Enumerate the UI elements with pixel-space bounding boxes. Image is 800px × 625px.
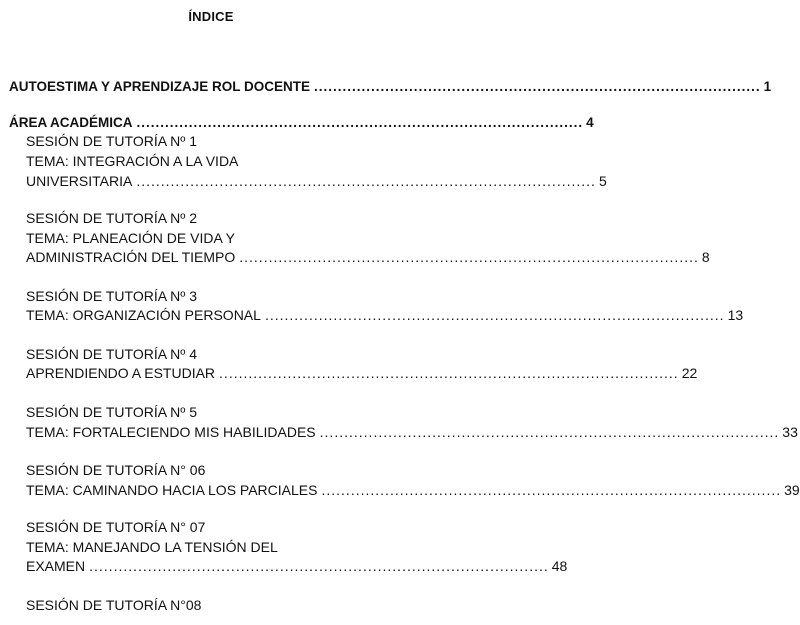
session-heading-7: SESIÓN DE TUTORÍA N° 07 xyxy=(26,519,206,535)
dot-leader: .............................................................................................. xyxy=(219,365,679,381)
session-topic-line: TEMA: INTEGRACIÓN A LA VIDA xyxy=(26,153,239,169)
toc-entry-session-6[interactable] xyxy=(26,481,800,499)
toc-entry-session-1[interactable] xyxy=(26,172,607,190)
toc-page-number: 1 xyxy=(763,79,772,94)
dot-leader: .............................................................................................. xyxy=(136,173,596,189)
session-topic-line: TEMA: PLANEACIÓN DE VIDA Y xyxy=(26,230,236,246)
toc-entry-text: AUTOESTIMA Y APRENDIZAJE ROL DOCENTE xyxy=(9,79,311,94)
session-heading-5: SESIÓN DE TUTORÍA Nº 5 xyxy=(26,404,198,420)
toc-entry-session-3[interactable] xyxy=(26,306,744,324)
toc-page-number: 48 xyxy=(551,558,568,574)
session-heading-8: SESIÓN DE TUTORÍA N°08 xyxy=(26,597,202,613)
toc-page-number: 22 xyxy=(681,365,698,381)
dot-leader: .............................................................................................. xyxy=(319,424,780,440)
toc-page-number: 39 xyxy=(784,482,800,498)
session-heading-3: SESIÓN DE TUTORÍA Nº 3 xyxy=(26,288,198,304)
session-heading-4: SESIÓN DE TUTORÍA Nº 4 xyxy=(26,346,198,362)
toc-page-number: 8 xyxy=(701,249,710,265)
index-title: ÍNDICE xyxy=(188,9,234,24)
toc-page-number: 5 xyxy=(598,173,607,189)
session-heading-6: SESIÓN DE TUTORÍA N° 06 xyxy=(26,462,206,478)
session-topic-line: TEMA: FORTALECIENDO MIS HABILIDADES xyxy=(26,424,316,440)
toc-entry-autoestima[interactable] xyxy=(9,78,772,96)
toc-entry-session-5[interactable] xyxy=(26,423,798,441)
toc-page-number: 33 xyxy=(782,424,798,440)
toc-page-number: 4 xyxy=(586,115,594,130)
dot-leader: .............................................................................................. xyxy=(89,558,549,574)
session-topic-line: TEMA: ORGANIZACIÓN PERSONAL xyxy=(26,307,261,323)
toc-entry-area-academica[interactable] xyxy=(9,114,594,132)
session-topic-line: TEMA: MANEJANDO LA TENSIÓN DEL xyxy=(26,539,278,555)
session-heading-1: SESIÓN DE TUTORÍA Nº 1 xyxy=(26,133,198,149)
toc-page-number: 13 xyxy=(727,307,744,323)
toc-entry-text: ÁREA ACADÉMICA xyxy=(9,115,133,130)
dot-leader: .............................................................................................. xyxy=(239,249,699,265)
dot-leader: .............................................................................................. xyxy=(321,482,782,498)
toc-entry-session-2[interactable] xyxy=(26,248,710,266)
dot-leader: .............................................................................................. xyxy=(136,115,584,130)
session-heading-2: SESIÓN DE TUTORÍA Nº 2 xyxy=(26,210,198,226)
session-topic-line: TEMA: CAMINANDO HACIA LOS PARCIALES xyxy=(26,482,318,498)
dot-leader: .............................................................................................. xyxy=(314,79,761,94)
toc-entry-session-7[interactable] xyxy=(26,557,568,575)
toc-entry-session-4[interactable] xyxy=(26,364,698,382)
session-topic-line: APRENDIENDO A ESTUDIAR xyxy=(26,365,216,381)
dot-leader: .............................................................................................. xyxy=(264,307,725,323)
session-topic-line: UNIVERSITARIA xyxy=(26,173,133,189)
session-topic-line: ADMINISTRACIÓN DEL TIEMPO xyxy=(26,249,236,265)
session-topic-line: EXAMEN xyxy=(26,558,86,574)
